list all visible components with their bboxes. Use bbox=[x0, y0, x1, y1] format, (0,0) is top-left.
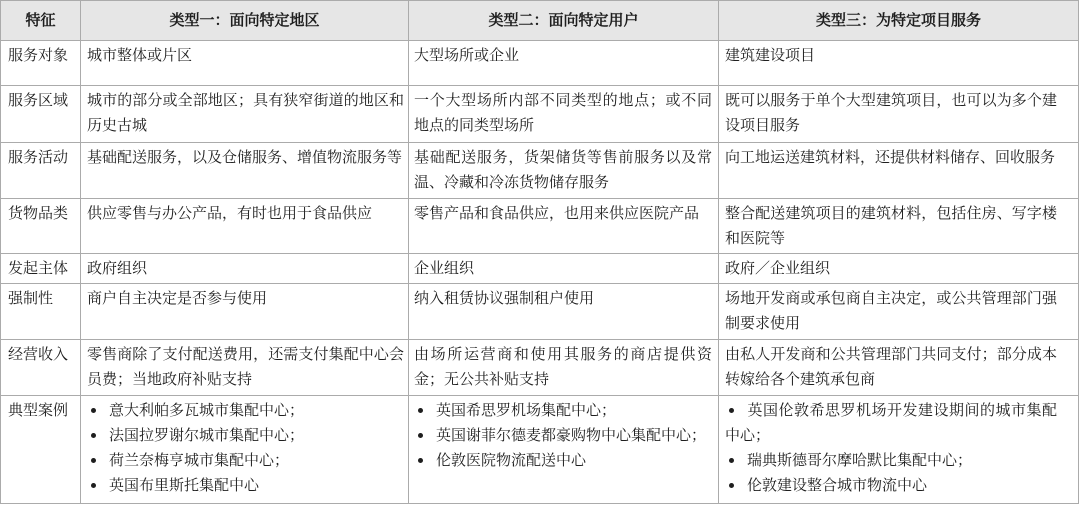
table-cell: 零售商除了支付配送费用，还需支付集配中心会员费；当地政府补贴支持 bbox=[81, 340, 409, 396]
list-item-text: 意大利帕多瓦城市集配中心； bbox=[109, 401, 305, 419]
bullet-icon bbox=[729, 458, 734, 463]
table-cell: 整合配送建筑项目的建筑材料，包括住房、写字楼和医院等 bbox=[719, 199, 1079, 254]
row-label: 服务区域 bbox=[1, 86, 81, 143]
table-cell: 建筑建设项目 bbox=[719, 41, 1079, 86]
list-item-text: 英国伦敦希思罗机场开发建设期间的城市集配中心； bbox=[725, 401, 1057, 444]
column-header-type3: 类型三：为特定项目服务 bbox=[719, 1, 1079, 41]
list-item-text: 荷兰奈梅亨城市集配中心； bbox=[109, 451, 290, 469]
list-item bbox=[87, 423, 404, 448]
table-cell: 由私人开发商和公共管理部门共同支付；部分成本转嫁给各个建筑承包商 bbox=[719, 340, 1079, 396]
row-label: 服务活动 bbox=[1, 143, 81, 199]
table-cell: 场地开发商或承包商自主决定，或公共管理部门强制要求使用 bbox=[719, 284, 1079, 340]
table-row bbox=[1, 284, 1079, 340]
table-cell: 商户自主决定是否参与使用 bbox=[81, 284, 409, 340]
table-cell: 向工地运送建筑材料，还提供材料储存、回收服务 bbox=[719, 143, 1079, 199]
table-cell: 由场所运营商和使用其服务的商店提供资金；无公共补贴支持 bbox=[409, 340, 719, 396]
table-row bbox=[1, 199, 1079, 254]
table-header bbox=[1, 1, 1079, 41]
list-item bbox=[725, 398, 1057, 448]
case-list bbox=[725, 398, 1057, 498]
table-cell: 基础配送服务，货架储货等售前服务以及常温、冷藏和冷冻货物储存服务 bbox=[409, 143, 719, 199]
case-list bbox=[414, 398, 712, 473]
table-cell: 大型场所或企业 bbox=[409, 41, 719, 86]
column-header-type2: 类型二：面向特定用户 bbox=[409, 1, 719, 41]
bullet-icon bbox=[418, 433, 423, 438]
table-cell bbox=[409, 396, 719, 504]
table-row bbox=[1, 143, 1079, 199]
table-cell: 纳入租赁协议强制租户使用 bbox=[409, 284, 719, 340]
list-item-text: 法国拉罗谢尔城市集配中心； bbox=[109, 426, 305, 444]
bullet-icon bbox=[729, 408, 734, 413]
list-item-text: 英国布里斯托集配中心 bbox=[109, 476, 260, 494]
table-row bbox=[1, 396, 1079, 504]
list-item bbox=[725, 448, 1057, 473]
list-item bbox=[414, 423, 712, 448]
bullet-icon bbox=[729, 483, 734, 488]
table-cell bbox=[719, 396, 1079, 504]
row-label: 典型案例 bbox=[1, 396, 81, 504]
list-item-text: 瑞典斯德哥尔摩哈默比集配中心； bbox=[747, 451, 973, 469]
list-item bbox=[87, 448, 404, 473]
table-body bbox=[1, 41, 1079, 504]
table-cell: 一个大型场所内部不同类型的地点；或不同地点的同类型场所 bbox=[409, 86, 719, 143]
table-cell: 企业组织 bbox=[409, 254, 719, 284]
bullet-icon bbox=[418, 458, 423, 463]
bullet-icon bbox=[91, 458, 96, 463]
row-label: 货物品类 bbox=[1, 199, 81, 254]
list-item bbox=[725, 473, 1057, 498]
case-list bbox=[87, 398, 404, 498]
table-row bbox=[1, 41, 1079, 86]
column-header-type1: 类型一：面向特定地区 bbox=[81, 1, 409, 41]
row-label: 经营收入 bbox=[1, 340, 81, 396]
list-item bbox=[414, 398, 712, 423]
list-item-text: 英国希思罗机场集配中心； bbox=[436, 401, 617, 419]
row-label: 强制性 bbox=[1, 284, 81, 340]
table-cell: 供应零售与办公产品，有时也用于食品供应 bbox=[81, 199, 409, 254]
table-row bbox=[1, 340, 1079, 396]
table-row bbox=[1, 86, 1079, 143]
column-header-feature: 特征 bbox=[1, 1, 81, 41]
bullet-icon bbox=[91, 483, 96, 488]
table-cell bbox=[81, 396, 409, 504]
bullet-icon bbox=[91, 408, 96, 413]
table-cell: 政府／企业组织 bbox=[719, 254, 1079, 284]
list-item-text: 英国谢菲尔德麦都豪购物中心集配中心； bbox=[436, 426, 707, 444]
table-cell: 政府组织 bbox=[81, 254, 409, 284]
table-row bbox=[1, 254, 1079, 284]
bullet-icon bbox=[91, 433, 96, 438]
list-item-text: 伦敦医院物流配送中心 bbox=[436, 451, 587, 469]
table-cell: 城市整体或片区 bbox=[81, 41, 409, 86]
list-item bbox=[414, 448, 712, 473]
list-item-text: 伦敦建设整合城市物流中心 bbox=[747, 476, 928, 494]
list-item bbox=[87, 398, 404, 423]
row-label: 服务对象 bbox=[1, 41, 81, 86]
table-cell: 城市的部分或全部地区；具有狭窄街道的地区和历史古城 bbox=[81, 86, 409, 143]
row-label: 发起主体 bbox=[1, 254, 81, 284]
header-row bbox=[1, 1, 1079, 41]
table-cell: 既可以服务于单个大型建筑项目，也可以为多个建设项目服务 bbox=[719, 86, 1079, 143]
table-cell: 基础配送服务，以及仓储服务、增值物流服务等 bbox=[81, 143, 409, 199]
table-cell: 零售产品和食品供应，也用来供应医院产品 bbox=[409, 199, 719, 254]
list-item bbox=[87, 473, 404, 498]
bullet-icon bbox=[418, 408, 423, 413]
